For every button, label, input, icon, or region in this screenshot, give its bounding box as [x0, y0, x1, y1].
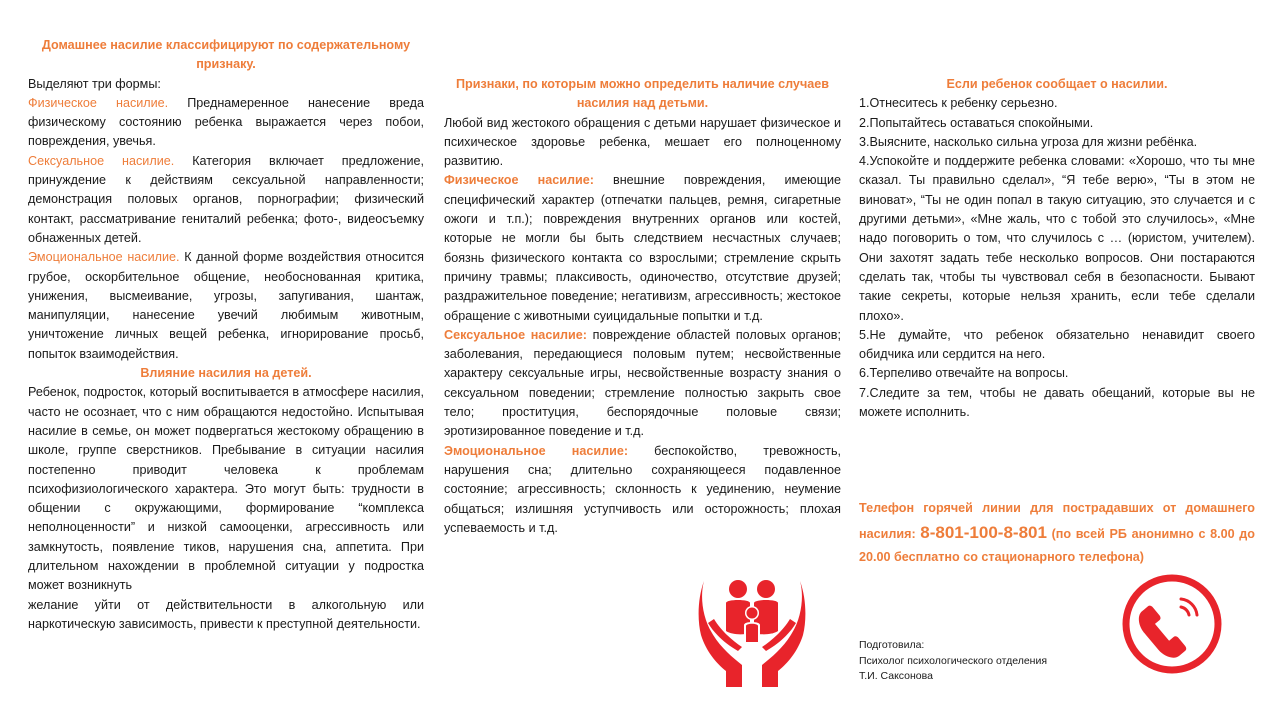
advice-item-7: 7.Следите за тем, чтобы не давать обещаний, которые вы не можете исполнить. [859, 385, 1255, 420]
sexual-signs-text: повреждение областей половых органов; заболевания, передающиеся половым путем; несвойственные характеру сексуальные игры, несвойственные возрасту знания о сексуальном поведении; стремление полностью закрыть свое тело; проституция, беспорядочные половые связи; эротизированное поведение и т.д. [444, 327, 841, 439]
advice-item-4: 4.Успокойте и поддержите ребенка словами: «Хорошо, что ты мне сказал. Ты правильно сделал», “Я тебе верю», “Ты в этом не виноват», “Ты не один попал в такую ситуацию, это случается и с другими детьми», «Мне жаль, что с тобой это случилось», «Мне надо поговорить о том, что случилось с … (юристом, учителем). Они захотят задать тебе несколько вопросов. Они постараются сделать так, чтобы ты чувствовал себя в безопасности. Бывают такие секреты, которые нельзя хранить, если тебе сделали плохо». [859, 154, 1255, 323]
phone-handset-icon [1121, 573, 1223, 675]
hotline-prefix: Телефон горячей линии для пострадавших от домашнего насилия: [859, 501, 1255, 541]
advice-item-6: 6.Терпеливо отвечайте на вопросы. [859, 366, 1069, 381]
emotional-signs-term: Эмоциональное насилие: [444, 443, 629, 458]
physical-violence-term: Физическое насилие. [28, 95, 169, 110]
physical-violence-text: Преднамеренное нанесение вреда физическому состоянию ребенка выражается через побои, повреждения, увечья. [28, 95, 424, 149]
column-if-child-reports [859, 75, 1255, 422]
if-child-reports-heading: Если ребенок сообщает о насилии. [946, 77, 1168, 91]
hotline-suffix: (по всей РБ анонимно с 8.00 до 20.00 бесплатно со стационарного телефона) [859, 526, 1255, 564]
signs-intro: Любой вид жестокого обращения с детьми нарушает физическое и психическое здоровье ребенка, мешает его полноценному развитию. [444, 115, 841, 169]
physical-signs-paragraph [444, 171, 841, 325]
emotional-violence-paragraph [28, 248, 424, 364]
advice-item-3: 3.Выясните, насколько сильна угроза для жизни ребёнка. [859, 134, 1198, 149]
physical-signs-term: Физическое насилие: [444, 173, 594, 188]
sexual-violence-term: Сексуальное насилие. [28, 153, 175, 168]
prepared-by-position: Психолог психологического отделения [859, 654, 1048, 667]
physical-violence-paragraph [28, 94, 424, 152]
advice-item-2: 2.Попытайтесь оставаться спокойными. [859, 115, 1094, 130]
signs-heading: Признаки, по которым можно определить наличие случаев насилия над детьми. [455, 77, 830, 111]
sexual-violence-text: Категория включает предложение, принуждение к действиям сексуальной направленности; демонстрация половых органов, порнографии; физический контакт, рассматривание гениталий ребенка; фото-, видеосъемку обнаженных детей. [28, 153, 424, 245]
hotline-info [859, 497, 1255, 570]
influence-heading: Влияние насилия на детей. [140, 366, 312, 381]
emotional-violence-text: К данной форме воздействия относится грубое, оскорбительное общение, необоснованная критика, унижения, высмеивание, угрозы, запугивания, шантаж, манипуляции, нанесение увечий любимым животным, уничтожение личных вещей ребенка, игнорирование просьб, попыток взаимодействия. [28, 250, 424, 361]
influence-paragraph: Ребенок, подросток, который воспитывается в атмосфере насилия, часто не осознает, что с ним обращаются недостойно. Испытывая насилие в семье, он может подвергаться жестокому обращению в школе, группе сверстников. Пребывание в ситуации насилия постепенно приводит человека к проблемам психофизиологического характера. Это могут быть: трудности в общении с окружающими, формирование “комплекса неполноценности” и низкой самооценки, агрессивность или замкнутость, появление тиков, нарушения сна, аппетита. При длительном нахождении в проблемной ситуации у подростка может возникнуть [28, 385, 424, 593]
advice-item-1: 1.Отнеситесь к ребенку серьезно. [859, 96, 1058, 111]
forms-intro: Выделяют три формы: [28, 76, 161, 91]
sexual-violence-paragraph [28, 152, 424, 248]
sexual-signs-paragraph [444, 326, 841, 442]
hotline-number[interactable]: 8-801-100-8-801 [920, 522, 1047, 542]
column-classification [28, 36, 424, 634]
sexual-signs-term: Сексуальное насилие: [444, 327, 588, 342]
prepared-by-label: Подготовила: [859, 639, 925, 651]
prepared-by-name: Т.И. Саксонова [859, 670, 933, 682]
column-signs [444, 75, 841, 538]
emotional-signs-paragraph [444, 442, 841, 538]
prepared-by [859, 638, 1119, 685]
emotional-violence-term: Эмоциональное насилие. [28, 250, 180, 265]
classification-heading: Домашнее насилие классифицируют по содержательному признаку. [41, 38, 411, 72]
physical-signs-text: внешние повреждения, имеющие специфический характер (отпечатки пальцев, ремня, сигаретные ожоги и т.п.); повреждения внутренних органов или костей, которые не могли бы быть следствием несчастных случаев; боязнь физического контакта со взрослыми; стремление скрыть причину травмы; плаксивость, одиночество, отсутствие друзей; раздражительное поведение; негативизм, агрессивность; жестокое обращение с животными суицидальные попытки и т.д. [444, 173, 841, 323]
influence-paragraph-continued: желание уйти от действительности в алкогольную или наркотическую зависимость, привести к преступной деятельности. [28, 597, 424, 631]
advice-item-5: 5.Не думайте, что ребенок обязательно ненавидит своего обидчика или сердится на него. [859, 327, 1255, 362]
emotional-signs-text: беспокойство, тревожность, нарушения сна; длительно сохраняющееся подавленное состояние; агрессивность; склонность к уединению, неумение общаться; излишняя уступчивость или осторожность; плохая успеваемость и т.д. [444, 443, 841, 535]
hands-protecting-family-icon [698, 573, 806, 687]
